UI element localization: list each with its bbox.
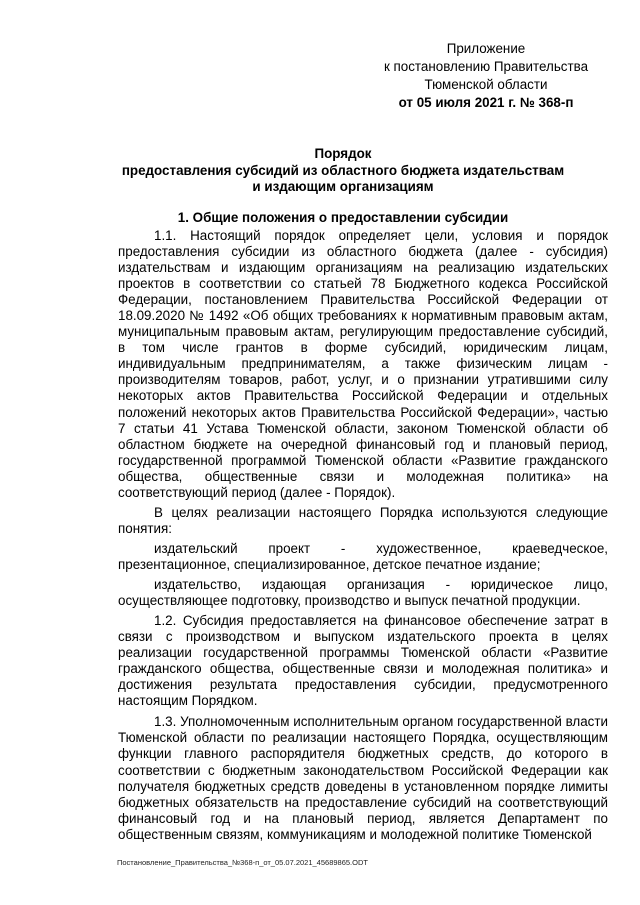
paragraph-definitions-intro: В целях реализации настоящего Порядка используются следующие понятия: xyxy=(118,504,608,536)
document-title xyxy=(96,146,590,196)
appendix-label: Приложение xyxy=(446,41,526,56)
title-line-2: предоставления субсидий из областного бюджета издательствам xyxy=(121,162,565,178)
paragraph-1-1: 1.1. Настоящий порядок определяет цели, условия и порядок предоставления субсидии из областного бюджета (далее - субсидия) издательствам и издающим организациям на реализацию издательских проектов в соответствии со статьей 78 Бюджетного кодекса Российской Федерации, постановлением Правительства Российской Федерации от 18.09.2020 № 1492 «Об общих требованиях к нормативным правовым актам, муниципальным правовым актам, регулирующим предоставление субсидий, в том числе грантов в форме субсидий, юридическим лицам, индивидуальным предпринимателям, а также физическим лицам - производителям товаров, работ, услуг, и о признании утратившими силу некоторых актов Правительства Российской Федерации и отдельных положений некоторых актов Правительства Российской Федерации», частью 7 статьи 41 Устава Тюменской области, законом Тюменской области об областном бюджете на очередной финансовый год и плановый период, государственной программой Тюменской области «Развитие гражданского общества, общественные связи и молодежная политика» на соответствующий период (далее - Порядок). xyxy=(118,228,608,500)
appendix-region: Тюменской области xyxy=(424,77,548,92)
title-line-1: Порядок xyxy=(314,146,372,161)
paragraph-definition-publisher: издательство, издающая организация - юридическое лицо, осуществляющее подготовку, производство и выпуск печатной продукции. xyxy=(118,576,608,609)
appendix-block xyxy=(360,40,612,112)
paragraph-definition-project: издательский проект - художественное, краеведческое, презентационное, специализированное, детское печатное издание; xyxy=(118,540,608,572)
appendix-date-number: от 05 июля 2021 г. № 368-п xyxy=(398,95,574,110)
footer-filename: Постановление_Правительства_№368-п_от_05.07.2021_45689865.ODT xyxy=(117,858,368,867)
title-line-3: и издающим организациям xyxy=(252,179,434,194)
appendix-resolution: к постановлению Правительства xyxy=(383,59,589,74)
section-heading: 1. Общие положения о предоставлении субсидии xyxy=(177,210,509,225)
paragraph-1-3: 1.3. Уполномоченным исполнительным органом государственной власти Тюменской области по реализации настоящего Порядка, осуществляющим функции главного распорядителя бюджетных средств, до которого в соответствии с бюджетным законодательством Российской Федерации как получателя бюджетных средств доведены в установленном порядке лимиты бюджетных обязательств на предоставление субсидий на соответствующий финансовый год и на плановый период, является Департамент по общественным связям, коммуникациям и молодежной политике Тюменской xyxy=(118,714,608,842)
document-body xyxy=(118,228,608,847)
paragraph-1-2: 1.2. Субсидия предоставляется на финансовое обеспечение затрат в связи с производством и выпуском издательского проекта в целях реализации государственной программы Тюменской области «Развитие гражданского общества, общественные связи и молодежная политика» и достижения результата предоставления субсидии, предусмотренного настоящим Порядком. xyxy=(118,613,608,709)
